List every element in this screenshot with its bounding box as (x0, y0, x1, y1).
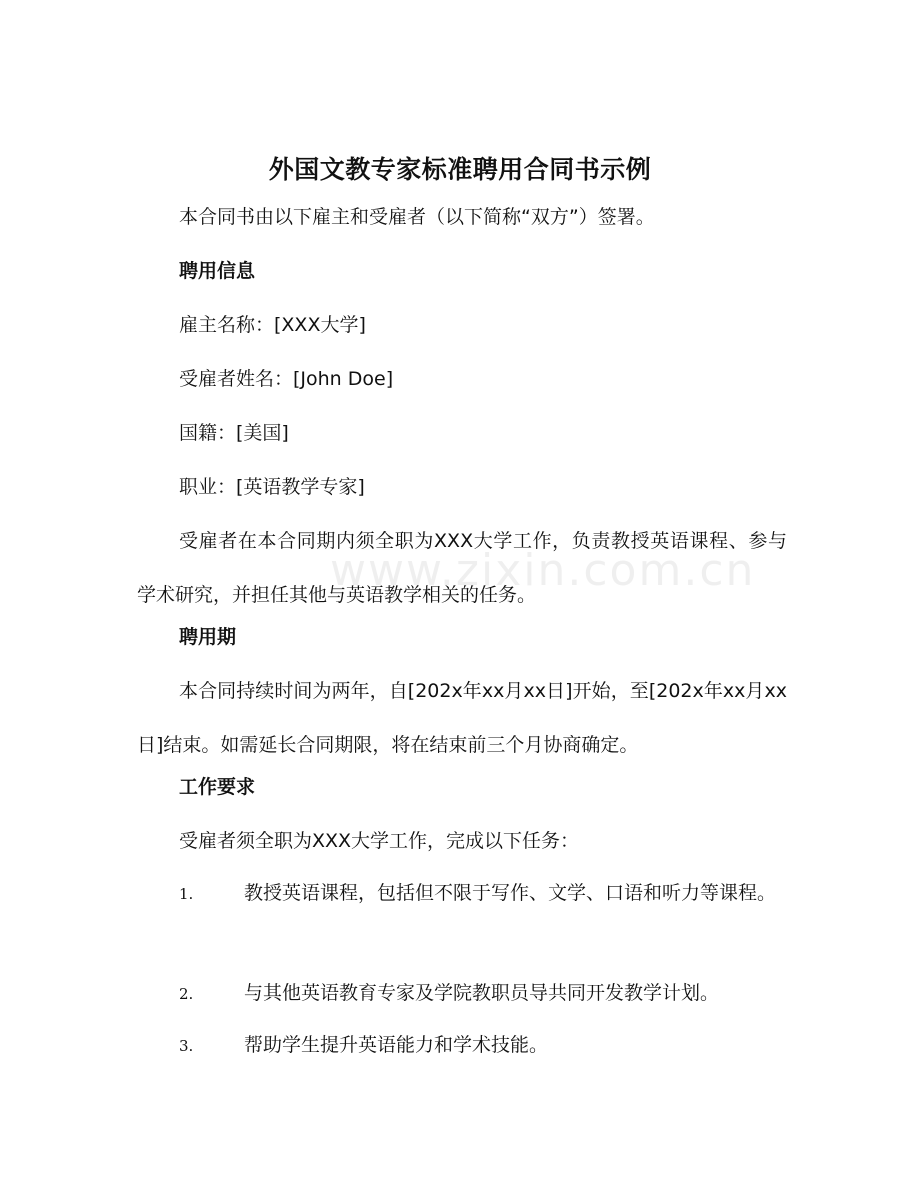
document-title: 外国文教专家标准聘用合同书示例 (268, 155, 652, 184)
duty-paragraph: 受雇者在本合同期内须全职为XXX大学工作，负责教授英语课程、参与学术研究，并担任其他与英语教学相关的任务。 (137, 530, 787, 606)
list-number: 3. (179, 1037, 194, 1055)
employer-field: 雇主名称：[XXX大学] (179, 314, 366, 336)
occupation-field: 职业：[英语教学专家] (179, 476, 365, 498)
list-text: 帮助学生提升英语能力和学术技能。 (244, 1034, 549, 1056)
section-heading-requirements: 工作要求 (179, 776, 256, 798)
section-heading-hiring-info: 聘用信息 (179, 260, 256, 282)
list-text: 教授英语课程，包括但不限于写作、文学、口语和听力等课程。 (244, 882, 777, 904)
employee-field: 受雇者姓名：[John Doe] (179, 368, 394, 390)
nationality-field: 国籍：[美国] (179, 422, 289, 444)
list-item (137, 1018, 787, 1073)
section-heading-term: 聘用期 (179, 626, 237, 648)
list-item (137, 866, 787, 921)
intro-text: 本合同书由以下雇主和受雇者（以下简称“双方”）签署。 (179, 206, 655, 228)
term-paragraph: 本合同持续时间为两年，自[202x年xx月xx日]开始，至[202x年xx月xx日]结束。如需延长合同期限，将在结束前三个月协商确定。 (137, 680, 787, 756)
watermark: www.zixin.com.cn (330, 545, 756, 596)
list-text: 与其他英语教育专家及学院教职员导共同开发教学计划。 (244, 982, 720, 1004)
list-item (137, 966, 787, 1021)
requirements-intro: 受雇者须全职为XXX大学工作，完成以下任务： (179, 830, 580, 852)
list-number: 1. (179, 885, 194, 903)
list-number: 2. (179, 985, 194, 1003)
